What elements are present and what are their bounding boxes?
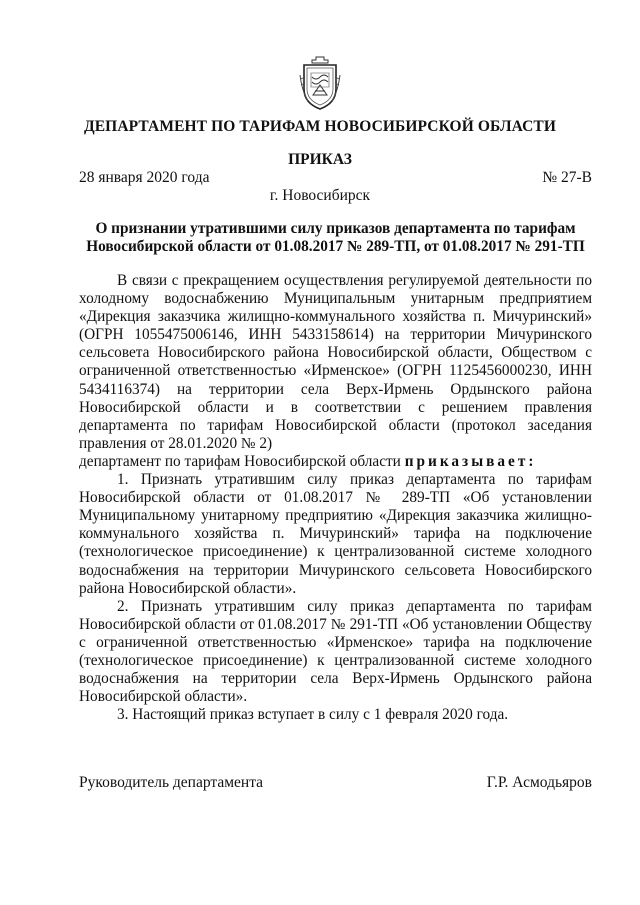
preamble-paragraph: В связи с прекращением осуществления регулируемой деятельности по холодному водоснабжению Муниципальным унитарным предприятием «Дирекция заказчика жилищно-коммунального хозяйства п. Мичуринский» (ОГРН 1055475006146, ИНН 5433158614) на территории Мичуринского сельсовета Новосибирского района Новосибирской области, Обществом с ограниченной ответственностью «Ирменское» (ОГРН 1125456000230, ИНН 5434116374) на территории села Верх-Ирмень Ордынского района Новосибирской области и в соответствии с решением правления департамента по тарифам Новосибирской области (протокол заседания правления от 28.01.2020 № 2) (79, 272, 592, 452)
coat-of-arms-icon (298, 55, 342, 111)
document-body (79, 272, 592, 724)
signatory-name: Г.Р. Асмодьяров (486, 774, 592, 791)
order-item-1: 1. Признать утратившим силу приказ департамента по тарифам Новосибирской области от 01.08.2017 № 289-ТП «Об установлении Муниципальному унитарному предприятию «Дирекция заказчика жилищно-коммунального хозяйства п. Мичуринский» тарифа на подключение (технологическое присоединение) к централизованной системе холодного водоснабжения на территории Мичуринского сельсовета Новосибирского района Новосибирской области». (79, 471, 592, 597)
document-title (79, 220, 592, 256)
document-city: г. Новосибирск (269, 187, 371, 204)
document-number: № 27-В (542, 169, 592, 186)
order-word: приказывает: (404, 452, 537, 470)
document-date: 28 января 2020 года (79, 169, 210, 186)
order-item-2: 2. Признать утратившим силу приказ департамента по тарифам Новосибирской области от 01.08.2017 № 291-ТП «Об установлении Обществу с ограниченной ответственностью «Ирменское» тарифа на подключение (технологическое присоединение) к централизованной системе холодного водоснабжения на территории села Верх-Ирмень Ордынского района Новосибирской области». (79, 597, 592, 706)
order-item-3: 3. Настоящий приказ вступает в силу с 1 февраля 2020 года. (117, 706, 509, 724)
order-prefix: департамент по тарифам Новосибирской области (79, 452, 405, 470)
department-name: ДЕПАРТАМЕНТ ПО ТАРИФАМ НОВОСИБИРСКОЙ ОБЛАСТИ (83, 118, 557, 135)
signatory-position: Руководитель департамента (79, 774, 264, 791)
title-line-2: Новосибирской области от 01.08.2017 № 289-ТП, от 01.08.2017 № 291-ТП (86, 238, 585, 255)
order-line (79, 453, 592, 471)
title-line-1: О признании утратившими силу приказов департамента по тарифам (95, 220, 576, 237)
document-type: ПРИКАЗ (288, 151, 352, 168)
